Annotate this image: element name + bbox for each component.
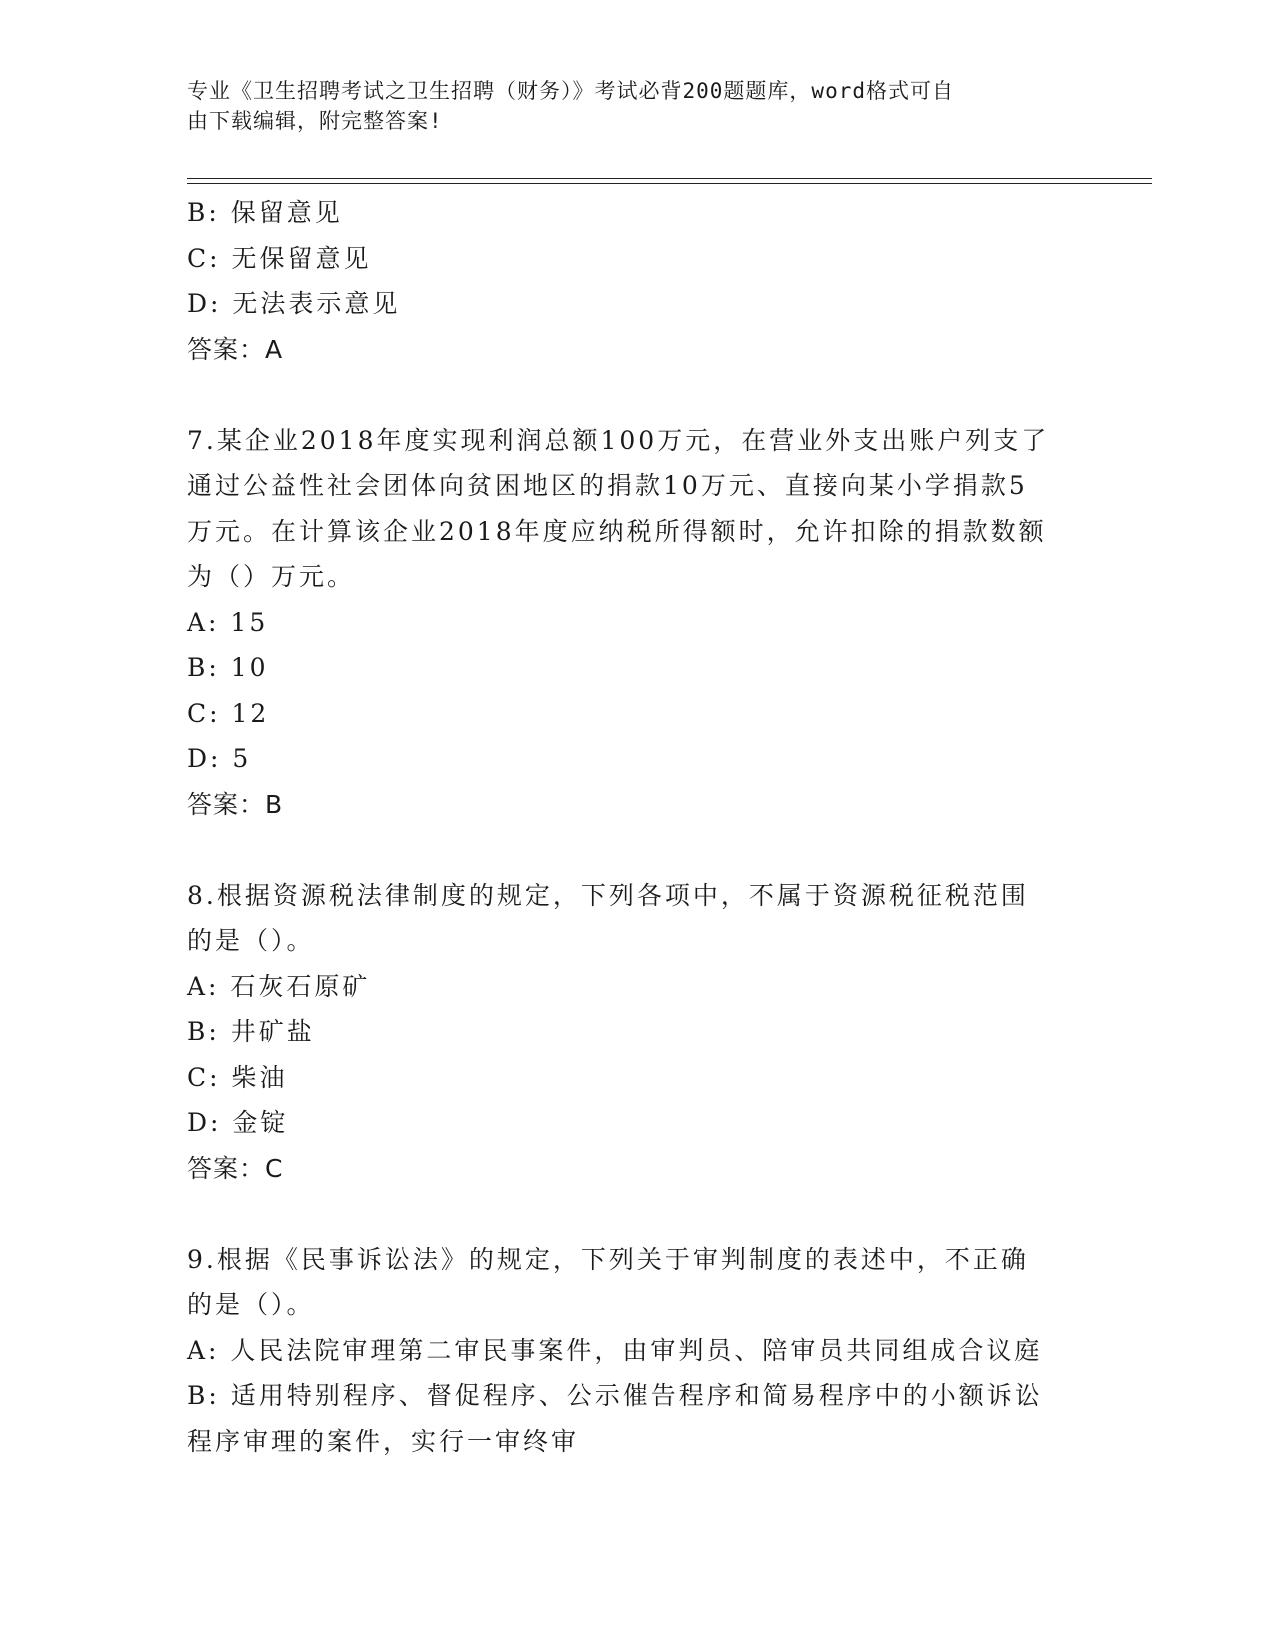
option-b-continued: 程序审理的案件，实行一审终审	[187, 1426, 580, 1456]
option-d: D: 5	[187, 744, 252, 773]
question-stem-line: 9.根据《民事诉讼法》的规定，下列关于审判制度的表述中，不正确	[187, 1244, 1029, 1274]
option-b: B: 井矿盐	[187, 1017, 315, 1046]
header-divider-top	[187, 178, 1152, 179]
option-c: C: 12	[187, 698, 270, 728]
answer: 答案：A	[187, 334, 284, 364]
answer: 答案：B	[187, 789, 284, 819]
spacer	[187, 372, 1067, 418]
header-line-1: 专业《卫生招聘考试之卫生招聘（财务）》考试必背200题题库，word格式可自	[187, 79, 954, 103]
question-stem-line: 8.根据资源税法律制度的规定，下列各项中，不属于资源税征税范围	[187, 880, 1029, 910]
option-c: C: 无保留意见	[187, 243, 372, 273]
option-b: B: 10	[187, 653, 269, 682]
option-a: A: 15	[187, 607, 269, 637]
spacer	[187, 827, 1067, 873]
option-d: D: 金锭	[187, 1108, 289, 1137]
header-line-2: 由下载编辑，附完整答案!	[187, 109, 443, 133]
option-b: B: 保留意见	[187, 198, 343, 227]
question-stem-line: 万元。在计算该企业2018年度应纳税所得额时，允许扣除的捐款数额	[187, 516, 1047, 546]
option-a: A: 石灰石原矿	[187, 971, 371, 1001]
header-divider-bottom	[187, 183, 1152, 184]
question-8	[187, 873, 1067, 1192]
answer: 答案：C	[187, 1153, 284, 1183]
question-6	[187, 190, 1067, 372]
option-c: C: 柴油	[187, 1062, 288, 1092]
question-stem-line: 的是（）。	[187, 926, 315, 955]
question-9	[187, 1237, 1067, 1465]
option-a: A: 人民法院审理第二审民事案件，由审判员、陪审员共同组成合议庭	[187, 1335, 1043, 1365]
question-stem-line: 为（）万元。	[187, 562, 356, 591]
question-7	[187, 418, 1067, 828]
document-header	[187, 76, 1067, 136]
spacer	[187, 1191, 1067, 1237]
question-stem-line: 7.某企业2018年度实现利润总额100万元，在营业外支出账户列支了	[187, 425, 1050, 455]
question-content	[187, 190, 1067, 1464]
option-d: D: 无法表示意见	[187, 289, 401, 318]
question-stem-line: 通过公益性社会团体向贫困地区的捐款10万元、直接向某小学捐款5	[187, 471, 1028, 500]
question-stem-line: 的是（）。	[187, 1290, 315, 1319]
option-b: B: 适用特别程序、督促程序、公示催告程序和简易程序中的小额诉讼	[187, 1381, 1043, 1410]
